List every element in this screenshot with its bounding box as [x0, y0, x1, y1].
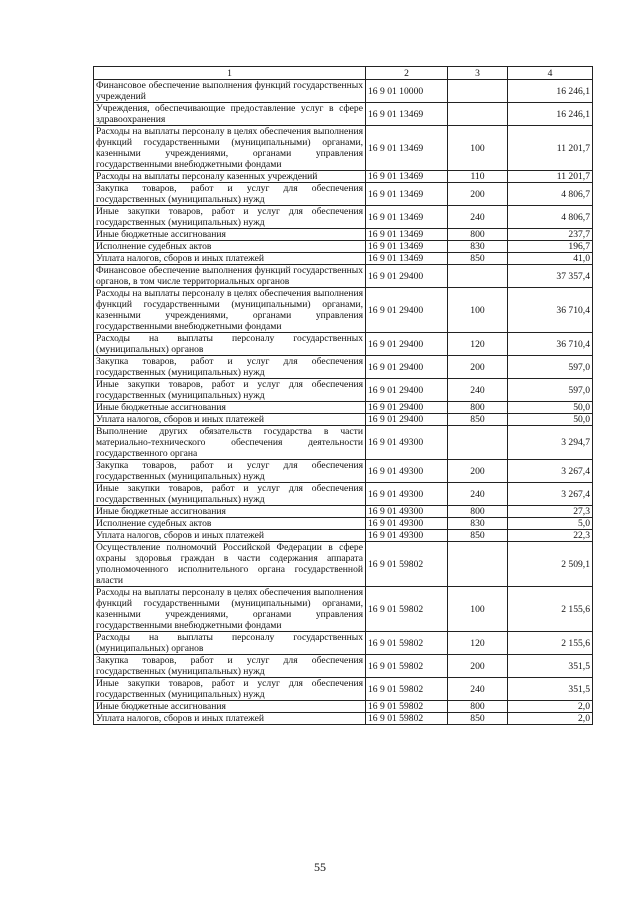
table-row — [94, 632, 593, 655]
row-code: 16 9 01 29400 — [366, 265, 448, 288]
header-col-3: 3 — [448, 67, 508, 80]
row-expense-type: 850 — [448, 414, 508, 426]
row-code: 16 9 01 29400 — [366, 288, 448, 333]
row-expense-type: 800 — [448, 701, 508, 713]
row-expense-type: 850 — [448, 253, 508, 265]
row-code: 16 9 01 49300 — [366, 483, 448, 506]
row-expense-type: 120 — [448, 632, 508, 655]
row-amount: 2 155,6 — [508, 632, 593, 655]
row-name: Выполнение других обязательств государства в части материально-технического обеспечения деятельности государственного органа — [94, 426, 366, 460]
row-expense-type: 240 — [448, 379, 508, 402]
row-code: 16 9 01 59802 — [366, 655, 448, 678]
row-name: Расходы на выплаты персоналу казенных учреждений — [94, 171, 366, 183]
row-expense-type — [448, 80, 508, 103]
header-col-4: 4 — [508, 67, 593, 80]
row-expense-type: 200 — [448, 655, 508, 678]
row-code: 16 9 01 29400 — [366, 356, 448, 379]
row-name: Иные закупки товаров, работ и услуг для обеспечения государственных (муниципальных) нужд — [94, 206, 366, 229]
table-row — [94, 402, 593, 414]
row-code: 16 9 01 29400 — [366, 402, 448, 414]
row-amount: 3 267,4 — [508, 460, 593, 483]
row-expense-type — [448, 542, 508, 587]
row-name: Закупка товаров, работ и услуг для обеспечения государственных (муниципальных) нужд — [94, 460, 366, 483]
row-name: Осуществление полномочий Российской Федерации в сфере охраны здоровья граждан в части содержания аппарата уполномоченного исполнительного органа государственной власти — [94, 542, 366, 587]
row-code: 16 9 01 29400 — [366, 414, 448, 426]
row-name: Иные бюджетные ассигнования — [94, 229, 366, 241]
row-name: Закупка товаров, работ и услуг для обеспечения государственных (муниципальных) нужд — [94, 183, 366, 206]
row-expense-type — [448, 265, 508, 288]
row-name: Исполнение судебных актов — [94, 241, 366, 253]
row-name: Уплата налогов, сборов и иных платежей — [94, 530, 366, 542]
row-expense-type: 200 — [448, 183, 508, 206]
header-col-2: 2 — [366, 67, 448, 80]
row-expense-type: 240 — [448, 206, 508, 229]
row-expense-type: 100 — [448, 126, 508, 171]
row-name: Расходы на выплаты персоналу государственных (муниципальных) органов — [94, 632, 366, 655]
row-name: Исполнение судебных актов — [94, 518, 366, 530]
table-row — [94, 80, 593, 103]
row-name: Финансовое обеспечение выполнения функций государственных учреждений — [94, 80, 366, 103]
table-row — [94, 265, 593, 288]
row-amount: 4 806,7 — [508, 206, 593, 229]
row-code: 16 9 01 13469 — [366, 171, 448, 183]
row-name: Иные бюджетные ассигнования — [94, 701, 366, 713]
row-code: 16 9 01 13469 — [366, 229, 448, 241]
row-expense-type: 830 — [448, 518, 508, 530]
row-amount: 2,0 — [508, 701, 593, 713]
table-row — [94, 587, 593, 632]
row-amount: 597,0 — [508, 356, 593, 379]
row-expense-type: 800 — [448, 402, 508, 414]
row-expense-type: 850 — [448, 530, 508, 542]
row-code: 16 9 01 49300 — [366, 530, 448, 542]
table-row — [94, 206, 593, 229]
row-name: Закупка товаров, работ и услуг для обеспечения государственных (муниципальных) нужд — [94, 356, 366, 379]
table-row — [94, 103, 593, 126]
budget-table — [93, 66, 593, 725]
row-amount: 50,0 — [508, 402, 593, 414]
row-amount: 2 155,6 — [508, 587, 593, 632]
row-amount: 237,7 — [508, 229, 593, 241]
row-expense-type: 120 — [448, 333, 508, 356]
table-row — [94, 426, 593, 460]
row-code: 16 9 01 59802 — [366, 587, 448, 632]
row-name: Расходы на выплаты персоналу в целях обеспечения выполнения функций государственными (муниципальными) органами, казенными учреждениями, органами управления государственными внебюджетными фондами — [94, 288, 366, 333]
row-name: Иные бюджетные ассигнования — [94, 506, 366, 518]
table-row — [94, 356, 593, 379]
row-amount: 3 267,4 — [508, 483, 593, 506]
row-amount: 351,5 — [508, 655, 593, 678]
row-name: Иные закупки товаров, работ и услуг для обеспечения государственных (муниципальных) нужд — [94, 483, 366, 506]
row-amount: 5,0 — [508, 518, 593, 530]
row-amount: 4 806,7 — [508, 183, 593, 206]
row-amount: 16 246,1 — [508, 103, 593, 126]
row-code: 16 9 01 59802 — [366, 701, 448, 713]
row-amount: 11 201,7 — [508, 126, 593, 171]
row-expense-type: 800 — [448, 506, 508, 518]
row-name: Расходы на выплаты персоналу государственных (муниципальных) органов — [94, 333, 366, 356]
row-expense-type: 240 — [448, 483, 508, 506]
header-col-1: 1 — [94, 67, 366, 80]
table-row — [94, 655, 593, 678]
row-code: 16 9 01 49300 — [366, 506, 448, 518]
table-row — [94, 253, 593, 265]
row-name: Расходы на выплаты персоналу в целях обеспечения выполнения функций государственными (муниципальными) органами, казенными учреждениями, органами управления государственными внебюджетными фондами — [94, 126, 366, 171]
row-code: 16 9 01 29400 — [366, 379, 448, 402]
table-row — [94, 333, 593, 356]
table-header — [94, 67, 593, 80]
row-amount: 351,5 — [508, 678, 593, 701]
table-row — [94, 288, 593, 333]
row-name: Уплата налогов, сборов и иных платежей — [94, 713, 366, 725]
row-code: 16 9 01 13469 — [366, 183, 448, 206]
row-code: 16 9 01 10000 — [366, 80, 448, 103]
row-expense-type: 830 — [448, 241, 508, 253]
row-code: 16 9 01 59802 — [366, 713, 448, 725]
row-code: 16 9 01 49300 — [366, 426, 448, 460]
row-expense-type: 110 — [448, 171, 508, 183]
row-amount: 22,3 — [508, 530, 593, 542]
row-expense-type: 100 — [448, 288, 508, 333]
row-code: 16 9 01 59802 — [366, 632, 448, 655]
row-name: Иные закупки товаров, работ и услуг для обеспечения государственных (муниципальных) нужд — [94, 678, 366, 701]
table-row — [94, 713, 593, 725]
row-amount: 16 246,1 — [508, 80, 593, 103]
row-expense-type: 100 — [448, 587, 508, 632]
row-amount: 50,0 — [508, 414, 593, 426]
row-code: 16 9 01 13469 — [366, 253, 448, 265]
row-expense-type: 200 — [448, 356, 508, 379]
table-row — [94, 542, 593, 587]
row-expense-type: 800 — [448, 229, 508, 241]
row-expense-type — [448, 103, 508, 126]
row-name: Расходы на выплаты персоналу в целях обеспечения выполнения функций государственными (муниципальными) органами, казенными учреждениями, органами управления государственными внебюджетными фондами — [94, 587, 366, 632]
row-name: Закупка товаров, работ и услуг для обеспечения государственных (муниципальных) нужд — [94, 655, 366, 678]
row-amount: 36 710,4 — [508, 333, 593, 356]
row-name: Иные бюджетные ассигнования — [94, 402, 366, 414]
table-row — [94, 379, 593, 402]
table-row — [94, 530, 593, 542]
row-expense-type: 850 — [448, 713, 508, 725]
table-row — [94, 460, 593, 483]
row-name: Учреждения, обеспечивающие предоставление услуг в сфере здравоохранения — [94, 103, 366, 126]
row-code: 16 9 01 13469 — [366, 241, 448, 253]
table-row — [94, 678, 593, 701]
row-code: 16 9 01 13469 — [366, 206, 448, 229]
row-amount: 597,0 — [508, 379, 593, 402]
row-name: Уплата налогов, сборов и иных платежей — [94, 253, 366, 265]
row-name: Финансовое обеспечение выполнения функций государственных органов, в том числе территориальных органов — [94, 265, 366, 288]
table-row — [94, 701, 593, 713]
row-expense-type: 240 — [448, 678, 508, 701]
row-amount: 11 201,7 — [508, 171, 593, 183]
table-row — [94, 518, 593, 530]
row-amount: 36 710,4 — [508, 288, 593, 333]
table-body — [94, 80, 593, 725]
row-amount: 41,0 — [508, 253, 593, 265]
row-name: Уплата налогов, сборов и иных платежей — [94, 414, 366, 426]
table-row — [94, 506, 593, 518]
page-number: 55 — [314, 860, 326, 874]
row-code: 16 9 01 59802 — [366, 542, 448, 587]
row-expense-type — [448, 426, 508, 460]
row-amount: 37 357,4 — [508, 265, 593, 288]
row-amount: 3 294,7 — [508, 426, 593, 460]
row-code: 16 9 01 13469 — [366, 126, 448, 171]
row-code: 16 9 01 49300 — [366, 518, 448, 530]
row-name: Иные закупки товаров, работ и услуг для обеспечения государственных (муниципальных) нужд — [94, 379, 366, 402]
table-row — [94, 229, 593, 241]
table-row — [94, 126, 593, 171]
header-row — [94, 67, 593, 80]
row-code: 16 9 01 29400 — [366, 333, 448, 356]
row-amount: 2,0 — [508, 713, 593, 725]
row-code: 16 9 01 49300 — [366, 460, 448, 483]
row-amount: 27,3 — [508, 506, 593, 518]
row-amount: 196,7 — [508, 241, 593, 253]
row-expense-type: 200 — [448, 460, 508, 483]
row-code: 16 9 01 13469 — [366, 103, 448, 126]
table-row — [94, 483, 593, 506]
row-amount: 2 509,1 — [508, 542, 593, 587]
table-row — [94, 183, 593, 206]
table-row — [94, 241, 593, 253]
row-code: 16 9 01 59802 — [366, 678, 448, 701]
table-row — [94, 414, 593, 426]
table-row — [94, 171, 593, 183]
